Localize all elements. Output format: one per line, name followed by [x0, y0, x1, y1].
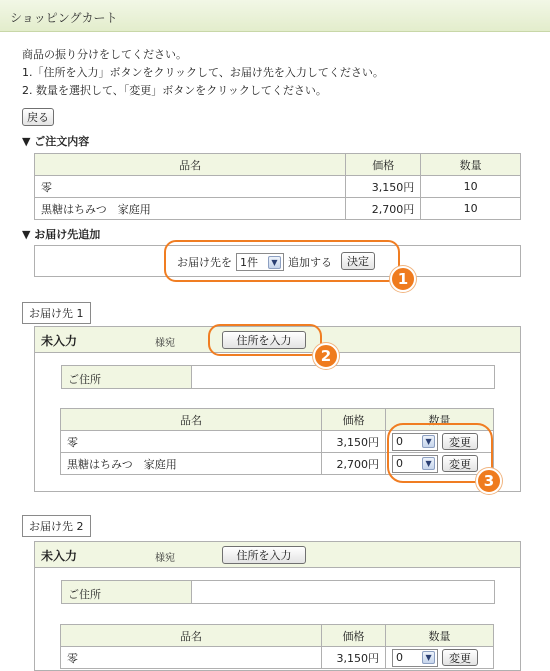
add-dest-suffix: 追加する	[288, 256, 332, 269]
product-price: 2,700円	[346, 198, 421, 220]
callout-badge-3: 3	[476, 468, 502, 494]
qty-cell	[386, 647, 494, 669]
honorific-label: 様宛	[155, 553, 175, 564]
highlight-callout	[208, 324, 322, 356]
address-row	[61, 580, 495, 604]
select-value: 1件	[240, 256, 258, 269]
change-button[interactable]: 変更	[442, 649, 478, 666]
column-header: 品名	[61, 625, 322, 647]
chevron-down-icon: ▼	[268, 256, 281, 269]
enter-address-button[interactable]: 住所を入力	[222, 331, 306, 349]
product-name: 零	[61, 431, 322, 453]
callout-badge-1: 1	[390, 266, 416, 292]
column-header: 数量	[421, 154, 521, 176]
product-qty: 10	[421, 198, 521, 220]
product-name: 黒糖はちみつ 家庭用	[61, 453, 322, 475]
table-row	[61, 647, 494, 669]
change-button[interactable]: 変更	[442, 433, 478, 450]
add-dest-section-title: ▼ お届け先追加	[22, 228, 101, 241]
address-label: ご住所	[62, 581, 192, 603]
qty-select[interactable]	[392, 649, 438, 667]
product-name: 黒糖はちみつ 家庭用	[35, 198, 346, 220]
product-price: 3,150円	[346, 176, 421, 198]
select-value: 0	[396, 651, 404, 664]
change-button[interactable]: 変更	[442, 455, 478, 472]
select-value: 0	[396, 457, 404, 470]
order-table	[34, 153, 521, 220]
instruction-line: 2. 数量を選択して、「変更」ボタンをクリックしてください。	[22, 84, 327, 97]
add-dest-prefix: お届け先を	[177, 256, 232, 269]
product-price: 3,150円	[322, 431, 386, 453]
column-header: 価格	[322, 625, 386, 647]
enter-address-button[interactable]: 住所を入力	[222, 546, 306, 564]
chevron-down-icon: ▼	[422, 651, 435, 664]
address-status: 未入力	[41, 334, 78, 348]
page-title: ショッピングカート	[10, 11, 118, 25]
product-price: 2,700円	[322, 453, 386, 475]
address-row	[61, 365, 495, 389]
address-label: ご住所	[62, 366, 192, 388]
table-row	[35, 198, 521, 220]
dest-tab-2: お届け先 2	[22, 515, 91, 537]
chevron-down-icon: ▼	[422, 435, 435, 448]
chevron-down-icon: ▼	[422, 457, 435, 470]
product-name: 零	[61, 647, 322, 669]
product-name: 零	[35, 176, 346, 198]
column-header: 品名	[35, 154, 346, 176]
order-section-title: ▼ ご注文内容	[22, 135, 90, 148]
honorific-label: 様宛	[155, 338, 175, 349]
decide-button[interactable]: 決定	[341, 252, 375, 270]
destination-header	[35, 542, 520, 568]
column-header: 価格	[322, 409, 386, 431]
column-header: 価格	[346, 154, 421, 176]
instruction-line: 商品の振り分けをしてください。	[22, 48, 187, 61]
select-value: 0	[396, 435, 404, 448]
address-status: 未入力	[41, 549, 78, 563]
table-row	[35, 176, 521, 198]
product-qty: 10	[421, 176, 521, 198]
column-header: 数量	[386, 625, 494, 647]
column-header: 数量	[386, 409, 494, 431]
instruction-line: 1.「住所を入力」ボタンをクリックして、お届け先を入力してください。	[22, 66, 384, 79]
product-price: 3,150円	[322, 647, 386, 669]
dest-2-items-table	[60, 624, 494, 669]
back-button[interactable]: 戻る	[22, 108, 54, 126]
callout-badge-2: 2	[313, 343, 339, 369]
dest-tab-1: お届け先 1	[22, 302, 91, 324]
highlight-callout	[164, 240, 400, 282]
column-header: 品名	[61, 409, 322, 431]
page-header	[0, 0, 550, 32]
